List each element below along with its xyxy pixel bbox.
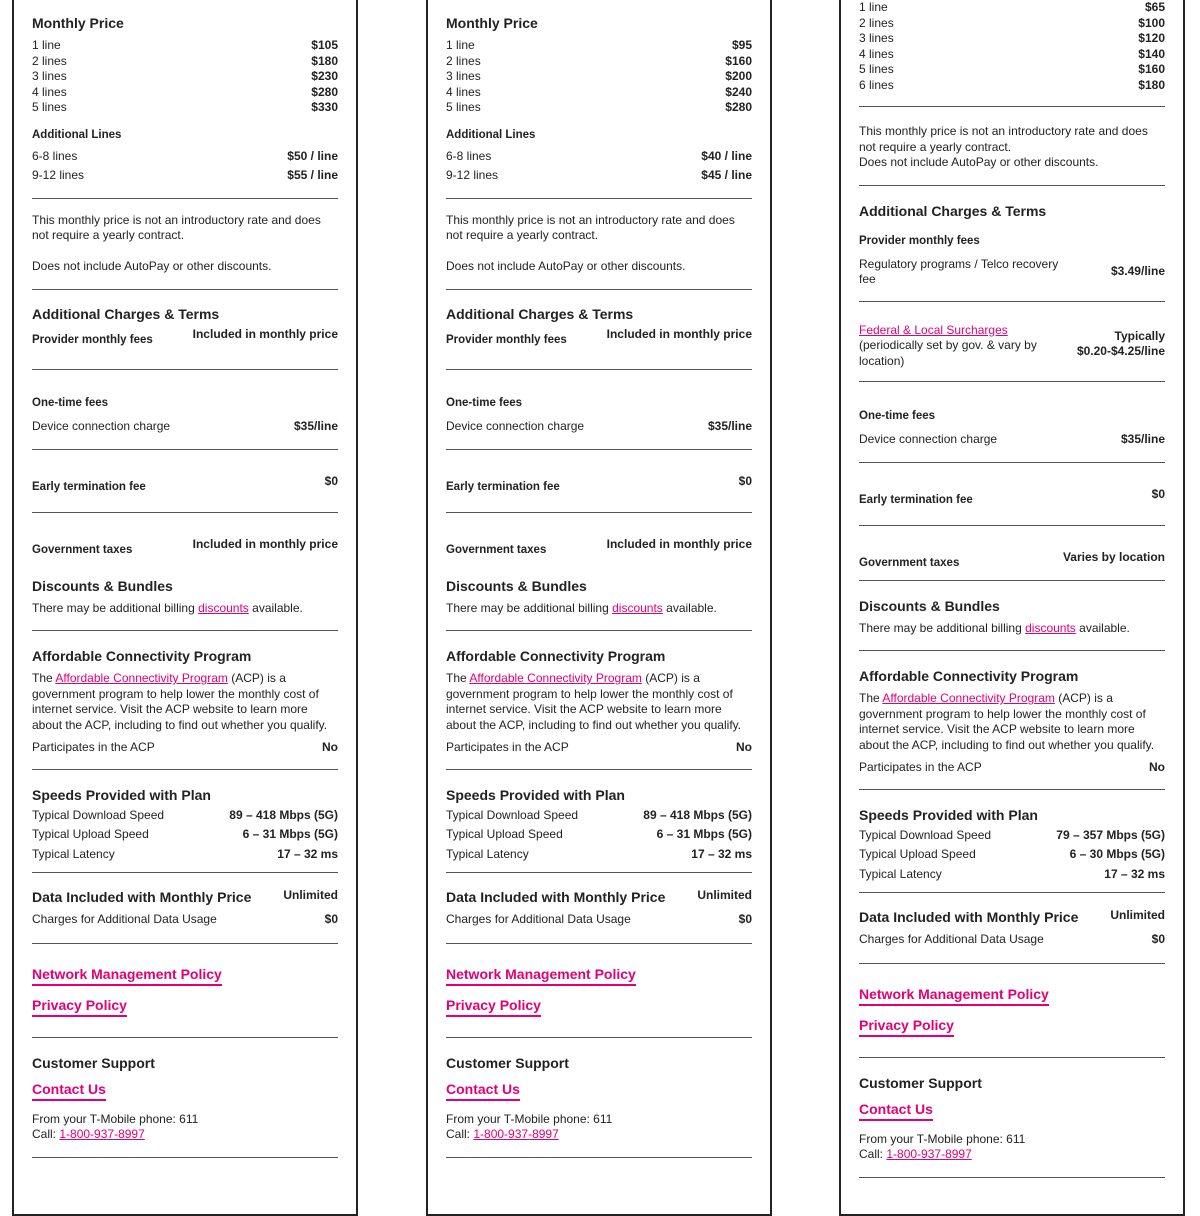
- one-time-fees-heading: One-time fees: [32, 397, 109, 409]
- from-phone-text: From your T-Mobile phone: 611: [32, 1111, 199, 1126]
- price-row: 1 line $105: [32, 38, 338, 52]
- autopay-note: Does not include AutoPay or other discounts.: [859, 155, 1099, 169]
- government-taxes-row: Government taxes Included in monthly price: [32, 536, 338, 556]
- divider: [859, 1177, 1165, 1178]
- divider: [32, 1157, 338, 1158]
- autopay-note: Does not include AutoPay or other discounts.: [32, 258, 272, 273]
- monthly-price-heading: Monthly Price: [446, 15, 538, 31]
- discounts-heading: Discounts & Bundles: [859, 597, 1000, 614]
- surcharges-link[interactable]: Federal & Local Surcharges: [859, 322, 1008, 337]
- acp-link[interactable]: Affordable Connectivity Program: [469, 671, 642, 685]
- speeds-heading: Speeds Provided with Plan: [446, 786, 625, 803]
- additional-line-row: 9-12 lines $45 / line: [446, 167, 752, 182]
- discounts-link[interactable]: discounts: [612, 600, 663, 615]
- price-row: 4 lines $240: [446, 84, 752, 99]
- support-heading: Customer Support: [32, 1054, 155, 1071]
- download-speed-row: Typical Download Speed 79 – 357 Mbps (5G): [859, 827, 1165, 842]
- upload-speed-row: Typical Upload Speed 6 – 31 Mbps (5G): [32, 827, 338, 841]
- support-heading: Customer Support: [859, 1074, 982, 1091]
- discounts-text: There may be additional billing discounts available.: [859, 620, 1130, 635]
- data-charges-row: Charges for Additional Data Usage $0: [32, 912, 338, 926]
- acp-description: The Affordable Connectivity Program (ACP) is a government program to help lower the monthly cost of internet service. Visit the ACP website to learn more about the ACP, including to find out whether you qualify.: [32, 671, 328, 732]
- one-time-fees-heading: One-time fees: [446, 397, 523, 409]
- price-row: 4 lines $140: [859, 46, 1165, 61]
- government-taxes-row: Government taxes Included in monthly price: [446, 536, 752, 556]
- latency-row: Typical Latency 17 – 32 ms: [32, 846, 338, 861]
- price-row: 5 lines $280: [446, 100, 752, 114]
- broadband-label-card-1: [12, 0, 358, 1216]
- early-termination-row: Early termination fee $0: [32, 473, 338, 493]
- latency-row: Typical Latency 17 – 32 ms: [859, 866, 1165, 881]
- provider-fees-heading: Provider monthly fees: [859, 234, 980, 247]
- call-text: Call: 1-800-937-8997: [32, 1127, 145, 1141]
- not-intro-note: This monthly price is not an introductory rate and does not require a yearly contract.: [32, 212, 321, 242]
- speeds-heading: Speeds Provided with Plan: [859, 806, 1038, 823]
- discounts-link[interactable]: discounts: [1025, 620, 1076, 635]
- upload-speed-row: Typical Upload Speed 6 – 31 Mbps (5G): [446, 827, 752, 841]
- acp-description: The Affordable Connectivity Program (ACP) is a government program to help lower the monthly cost of internet service. Visit the ACP website to learn more about the ACP, including to find out whether you qualify.: [446, 671, 742, 732]
- from-phone-text: From your T-Mobile phone: 611: [859, 1131, 1026, 1146]
- acp-heading: Affordable Connectivity Program: [446, 648, 666, 664]
- network-policy-link[interactable]: Network Management Policy: [32, 966, 222, 986]
- broadband-label-card-2: [426, 0, 772, 1216]
- additional-line-row: 6-8 lines $50 / line: [32, 148, 338, 163]
- contact-us-link[interactable]: Contact Us: [859, 1101, 933, 1121]
- price-row: 3 lines $120: [859, 31, 1165, 45]
- additional-lines-heading: Additional Lines: [32, 128, 122, 141]
- autopay-note: Does not include AutoPay or other discounts.: [446, 258, 686, 273]
- contact-us-link[interactable]: Contact Us: [446, 1081, 520, 1101]
- network-policy-link[interactable]: Network Management Policy: [446, 966, 636, 986]
- discounts-text: There may be additional billing discounts available.: [32, 600, 303, 615]
- additional-lines-heading: Additional Lines: [446, 128, 536, 141]
- divider: [446, 1157, 752, 1158]
- not-intro-note: This monthly price is not an introductory rate and does not require a yearly contract.: [446, 212, 735, 242]
- price-row: 2 lines $100: [859, 15, 1165, 30]
- privacy-policy-link[interactable]: Privacy Policy: [859, 1017, 954, 1037]
- acp-heading: Affordable Connectivity Program: [32, 648, 252, 664]
- acp-participates-row: Participates in the ACP No: [446, 740, 752, 754]
- from-phone-text: From your T-Mobile phone: 611: [446, 1111, 613, 1126]
- price-row: 5 lines $330: [32, 100, 338, 114]
- acp-link[interactable]: Affordable Connectivity Program: [55, 671, 228, 685]
- data-included-row: Data Included with Monthly Price Unlimited: [32, 888, 338, 905]
- surcharges-row: Federal & Local Surcharges (periodically set by gov. & vary by location) Typically $0.20-$4.25/line: [859, 322, 1165, 368]
- data-included-row: Data Included with Monthly Price Unlimited: [859, 908, 1165, 925]
- support-heading: Customer Support: [446, 1054, 569, 1071]
- early-termination-row: Early termination fee $0: [446, 473, 752, 493]
- phone-link[interactable]: 1-800-937-8997: [886, 1147, 972, 1161]
- price-row: 3 lines $230: [32, 69, 338, 83]
- call-text: Call: 1-800-937-8997: [446, 1127, 559, 1141]
- price-row: 5 lines $160: [859, 62, 1165, 76]
- early-termination-row: Early termination fee $0: [859, 486, 1165, 506]
- privacy-policy-link[interactable]: Privacy Policy: [446, 997, 541, 1017]
- broadband-label-card-3: [839, 0, 1185, 1216]
- not-intro-note: This monthly price is not an introductory rate and does not require a yearly contract.: [859, 124, 1148, 154]
- latency-row: Typical Latency 17 – 32 ms: [446, 846, 752, 861]
- contact-us-link[interactable]: Contact Us: [32, 1081, 106, 1101]
- monthly-price-heading: Monthly Price: [32, 15, 124, 31]
- acp-description: The Affordable Connectivity Program (ACP) is a government program to help lower the monthly cost of internet service. Visit the ACP website to learn more about the ACP, including to find out whether you qualify.: [859, 691, 1155, 752]
- call-text: Call: 1-800-937-8997: [859, 1147, 972, 1161]
- phone-link[interactable]: 1-800-937-8997: [473, 1127, 559, 1141]
- price-row: 2 lines $160: [446, 53, 752, 68]
- data-charges-row: Charges for Additional Data Usage $0: [446, 912, 752, 926]
- provider-fees-row: Provider monthly fees Included in monthly price: [32, 327, 338, 346]
- privacy-policy-link[interactable]: Privacy Policy: [32, 997, 127, 1017]
- one-time-fees-heading: One-time fees: [859, 410, 936, 422]
- discounts-link[interactable]: discounts: [198, 600, 249, 615]
- download-speed-row: Typical Download Speed 89 – 418 Mbps (5G): [446, 807, 752, 822]
- phone-link[interactable]: 1-800-937-8997: [59, 1127, 145, 1141]
- provider-fees-row: Provider monthly fees Included in monthly price: [446, 327, 752, 346]
- device-connection-row: Device connection charge $35/line: [859, 432, 1165, 446]
- acp-participates-row: Participates in the ACP No: [859, 760, 1165, 774]
- price-row: 6 lines $180: [859, 77, 1165, 92]
- network-policy-link[interactable]: Network Management Policy: [859, 986, 1049, 1006]
- additional-line-row: 9-12 lines $55 / line: [32, 167, 338, 182]
- price-row: 1 line $65: [859, 0, 1165, 14]
- speeds-heading: Speeds Provided with Plan: [32, 786, 211, 803]
- charges-heading: Additional Charges & Terms: [446, 306, 634, 322]
- additional-line-row: 6-8 lines $40 / line: [446, 148, 752, 163]
- discounts-heading: Discounts & Bundles: [32, 577, 173, 594]
- price-row: 3 lines $200: [446, 69, 752, 83]
- government-taxes-row: Government taxes Varies by location: [859, 549, 1165, 569]
- price-row: 1 line $95: [446, 38, 752, 52]
- upload-speed-row: Typical Upload Speed 6 – 30 Mbps (5G): [859, 847, 1165, 861]
- data-included-row: Data Included with Monthly Price Unlimited: [446, 888, 752, 905]
- acp-link[interactable]: Affordable Connectivity Program: [882, 691, 1055, 705]
- discounts-heading: Discounts & Bundles: [446, 577, 587, 594]
- charges-heading: Additional Charges & Terms: [859, 202, 1047, 219]
- acp-participates-row: Participates in the ACP No: [32, 740, 338, 754]
- charges-heading: Additional Charges & Terms: [32, 306, 220, 322]
- acp-heading: Affordable Connectivity Program: [859, 668, 1079, 684]
- price-row: 2 lines $180: [32, 53, 338, 68]
- download-speed-row: Typical Download Speed 89 – 418 Mbps (5G): [32, 807, 338, 822]
- price-row: 4 lines $280: [32, 84, 338, 99]
- device-connection-row: Device connection charge $35/line: [446, 419, 752, 433]
- regulatory-fee-row: Regulatory programs / Telco recovery fee $3.49/line: [859, 256, 1165, 286]
- discounts-text: There may be additional billing discounts available.: [446, 600, 717, 615]
- data-charges-row: Charges for Additional Data Usage $0: [859, 932, 1165, 946]
- device-connection-row: Device connection charge $35/line: [32, 419, 338, 433]
